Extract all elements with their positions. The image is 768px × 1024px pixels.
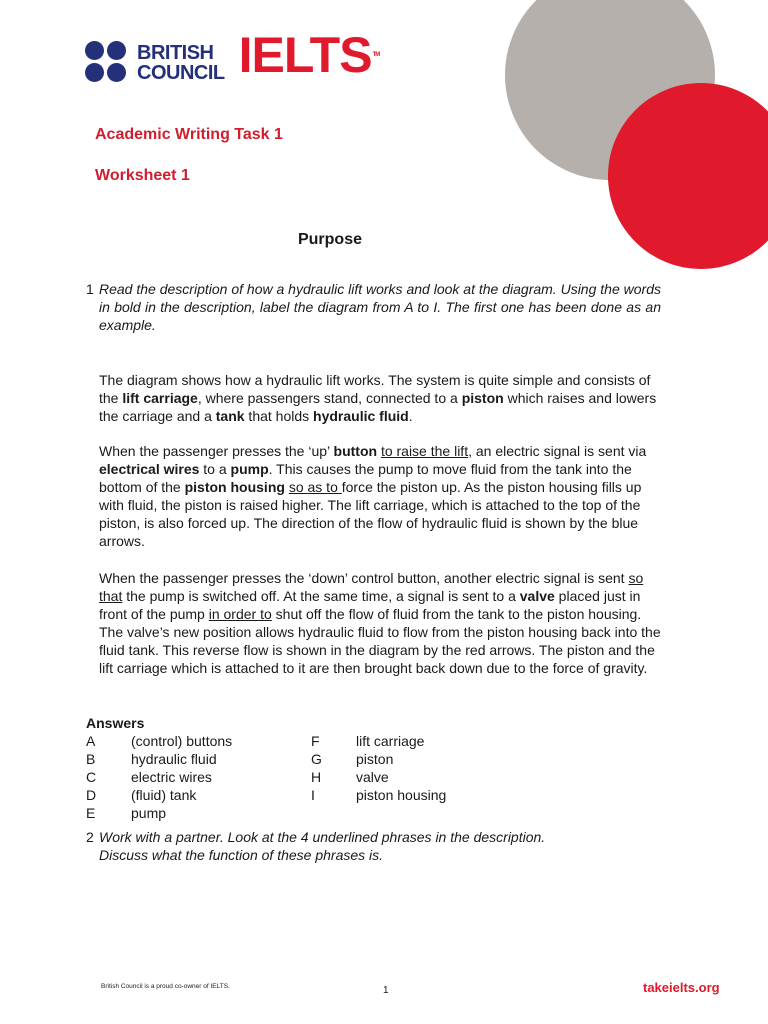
bold-term: hydraulic fluid [313,408,409,424]
question-2 [86,828,661,864]
description-paragraph-3: When the passenger presses the ‘down’ control button, another electric signal is sent so that the pump is switched off. At the same time, a signal is sent to a valve placed just in front of the pump in order to shut off the flow of fluid from the tank to the piston housing. The valve’s new position allows hydraulic fluid to flow from the piston housing back into the fluid tank. This reverse flow is shown in the diagram by the red arrows. The piston and the lift carriage which is attached to it are then brought back down due to the force of gravity. [99,570,661,676]
logo [85,27,380,86]
answer-row: B hydraulic fluid [86,751,217,767]
underlined-phrase: to raise the lift [380,443,469,459]
ielts-wordmark: IELTS™ [238,27,380,83]
answers-left-column [86,732,306,824]
description-paragraph-1: The diagram shows how a hydraulic lift works. The system is quite simple and consists of the lift carriage, where passengers stand, connected to a piston which raises and lowers the carriage and a tank that holds hydraulic fluid. [99,372,657,424]
answer-row: G piston [311,751,394,767]
answer-row: F lift carriage [311,733,425,749]
page-title: Academic Writing Task 1 [95,126,283,143]
answers-heading: Answers [86,715,145,731]
answer-row: H valve [311,769,389,785]
answer-row: A (control) buttons [86,733,233,749]
bold-term: pump [230,461,269,477]
answer-row: I piston housing [311,787,447,803]
bold-term: piston [461,390,504,406]
bold-term: button [333,443,378,459]
footer-note: British Council is a proud co-owner of IELTS. [101,983,230,990]
underlined-phrase: so as to [288,479,342,495]
bold-term: valve [519,588,555,604]
british-council-wordmark: BRITISH COUNCIL [137,42,225,84]
page-number: 1 [383,985,389,996]
question-text: Read the description of how a hydraulic lift works and look at the diagram. Using the words in bold in the description, label the diagram from A to I. The first one has been done as an example. [99,281,661,333]
question-text: Work with a partner. Look at the 4 underlined phrases in the description. Discuss what the function of these phrases is. [99,829,546,863]
question-number: 1 [86,281,94,297]
bold-term: electrical wires [99,461,200,477]
description-paragraph-2: When the passenger presses the ‘up’ button to raise the lift, an electric signal is sent via electrical wires to a pump. This causes the pump to move fluid from the tank into the bottom of the piston housing so as to force the piston up. As the piston housing fills up with fluid, the piston is raised higher. The lift carriage, which is attached to the top of the piston, is also forced up. The direction of the flow of hydraulic fluid is shown by the blue arrows. [99,443,647,549]
answer-row: C electric wires [86,769,212,785]
underlined-phrase: so that [99,570,644,604]
underlined-phrase: in order to [208,606,272,622]
answer-row: E pump [86,805,167,821]
bold-term: lift carriage [122,390,198,406]
bold-term: piston housing [184,479,285,495]
question-1 [86,280,661,334]
bold-term: tank [215,408,245,424]
worksheet-title: Worksheet 1 [95,167,190,184]
british-council-dots-icon [85,41,129,85]
section-title: Purpose [297,231,362,248]
question-number: 2 [86,829,94,845]
website-link[interactable]: takeielts.org [643,980,720,995]
answer-row: D (fluid) tank [86,787,197,803]
answers-right-column [311,732,531,806]
